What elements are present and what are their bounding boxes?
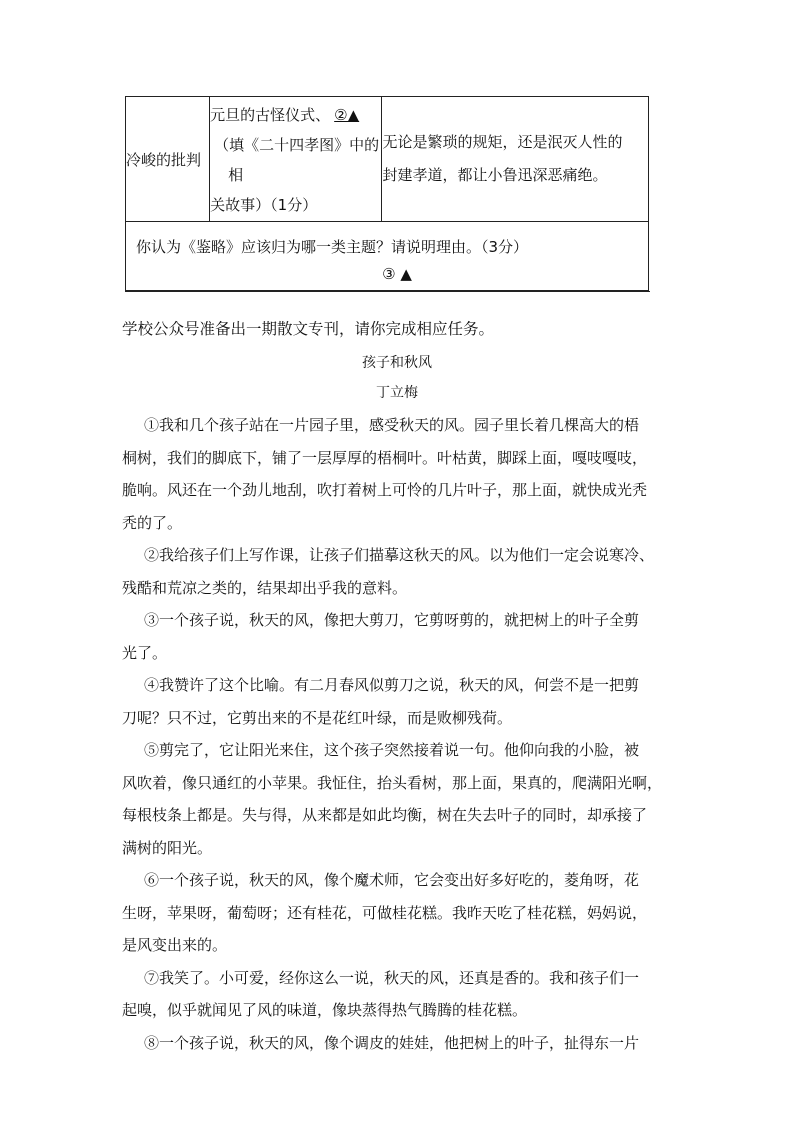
table-row-question bbox=[126, 222, 649, 291]
essay-author: 丁立梅 bbox=[376, 385, 418, 401]
essay-body bbox=[122, 409, 682, 1059]
paragraph-line: 脆响。风还在一个劲儿地刮，吹打着树上可怜的几片叶子，那上面，就快成光秃 bbox=[122, 481, 648, 499]
answer-blank-2[interactable]: ②▲ bbox=[334, 106, 360, 124]
paragraph-line: 每根枝条上都是。失与得，从来都是如此均衡，树在失去叶子的同时，却承接了 bbox=[122, 806, 648, 824]
example-cell bbox=[210, 97, 382, 222]
explanation-cell bbox=[382, 97, 649, 222]
paragraph-line: ④我赞许了这个比喻。有二月春风似剪刀之说，秋天的风，何尝不是一把剪 bbox=[144, 676, 640, 694]
essay-title: 孩子和秋风 bbox=[362, 355, 432, 371]
essay-paragraph bbox=[122, 604, 682, 669]
row-label: 冷峻的批判 bbox=[126, 97, 210, 222]
paragraph-line: 秃的了。 bbox=[122, 513, 183, 532]
explanation-line-1: 无论是繁琐的规矩，还是泯灭人性的 bbox=[382, 133, 623, 151]
essay-paragraph bbox=[122, 962, 682, 1027]
paragraph-line: 刀呢？只不过，它剪出来的不是花红叶绿，而是败柳残荷。 bbox=[122, 708, 513, 727]
paragraph-line: 起嗅，似乎就闻见了风的味道，像块蒸得热气腾腾的桂花糕。 bbox=[122, 1001, 528, 1019]
paragraph-line: ⑧一个孩子说，秋天的风，像个调皮的娃娃，他把树上的叶子，扯得东一片 bbox=[144, 1033, 640, 1052]
paragraph-line: 桐树，我们的脚底下，铺了一层厚厚的梧桐叶。叶枯黄，脚踩上面，嘎吱嘎吱， bbox=[122, 448, 648, 467]
essay-paragraph bbox=[122, 864, 682, 962]
question-cell bbox=[126, 222, 649, 291]
essay-paragraph bbox=[122, 734, 682, 864]
table-row-critique bbox=[126, 97, 649, 222]
paragraph-line: ⑦我笑了。小可爱，经你这么一说，秋天的风，还真是香的。我和孩子们一 bbox=[144, 968, 640, 987]
paragraph-line: ⑤剪完了，它让阳光来住，这个孩子突然接着说一句。他仰向我的小脸，被 bbox=[144, 741, 640, 759]
example-text-2: （填《二十四孝图》中的 bbox=[214, 136, 380, 154]
example-text-4: 关故事）（1分） bbox=[210, 196, 318, 214]
paragraph-line: ③一个孩子说，秋天的风，像把大剪刀，它剪呀剪的，就把树上的叶子全剪 bbox=[144, 611, 640, 629]
essay-paragraph bbox=[122, 1027, 682, 1060]
paragraph-line: 生呀，苹果呀，葡萄呀；还有桂花，可做桂花糕。我昨天吃了桂花糕，妈妈说， bbox=[122, 903, 648, 922]
example-text-1: 元旦的古怪仪式、 bbox=[210, 106, 331, 124]
paragraph-line: ①我和几个孩子站在一片园子里，感受秋天的风。园子里长着几棵高大的梧 bbox=[144, 416, 640, 434]
analysis-table bbox=[125, 96, 649, 291]
question-text: 你认为《鉴略》应该归为哪一类主题？请说明理由。（3分） bbox=[136, 238, 529, 256]
answer-blank-3[interactable]: ③ ▲ bbox=[382, 265, 412, 283]
paragraph-line: 光了。 bbox=[122, 643, 168, 662]
explanation-line-2: 封建孝道，都让小鲁迅深恶痛绝。 bbox=[382, 166, 608, 184]
essay-paragraph bbox=[122, 669, 682, 734]
paragraph-line: 是风变出来的。 bbox=[122, 936, 228, 954]
paragraph-line: ②我给孩子们上写作课，让孩子们描摹这秋天的风。以为他们一定会说寒冷、 bbox=[144, 546, 655, 564]
task-intro: 学校公众号准备出一期散文专刊，请你完成相应任务。 bbox=[122, 320, 495, 338]
essay-paragraph bbox=[122, 539, 682, 604]
paragraph-line: 残酷和荒凉之类的，结果却出乎我的意料。 bbox=[122, 578, 408, 597]
example-text-3: 相 bbox=[228, 166, 244, 184]
paragraph-line: 满树的阳光。 bbox=[122, 838, 213, 857]
essay-paragraph bbox=[122, 409, 682, 539]
table-double-border bbox=[125, 291, 650, 292]
paragraph-line: ⑥一个孩子说，秋天的风，像个魔术师，它会变出好多好吃的，菱角呀，花 bbox=[144, 871, 640, 889]
paragraph-line: 风吹着，像只通红的小苹果。我怔住，抬头看树，那上面，果真的，爬满阳光啊， bbox=[122, 773, 663, 792]
